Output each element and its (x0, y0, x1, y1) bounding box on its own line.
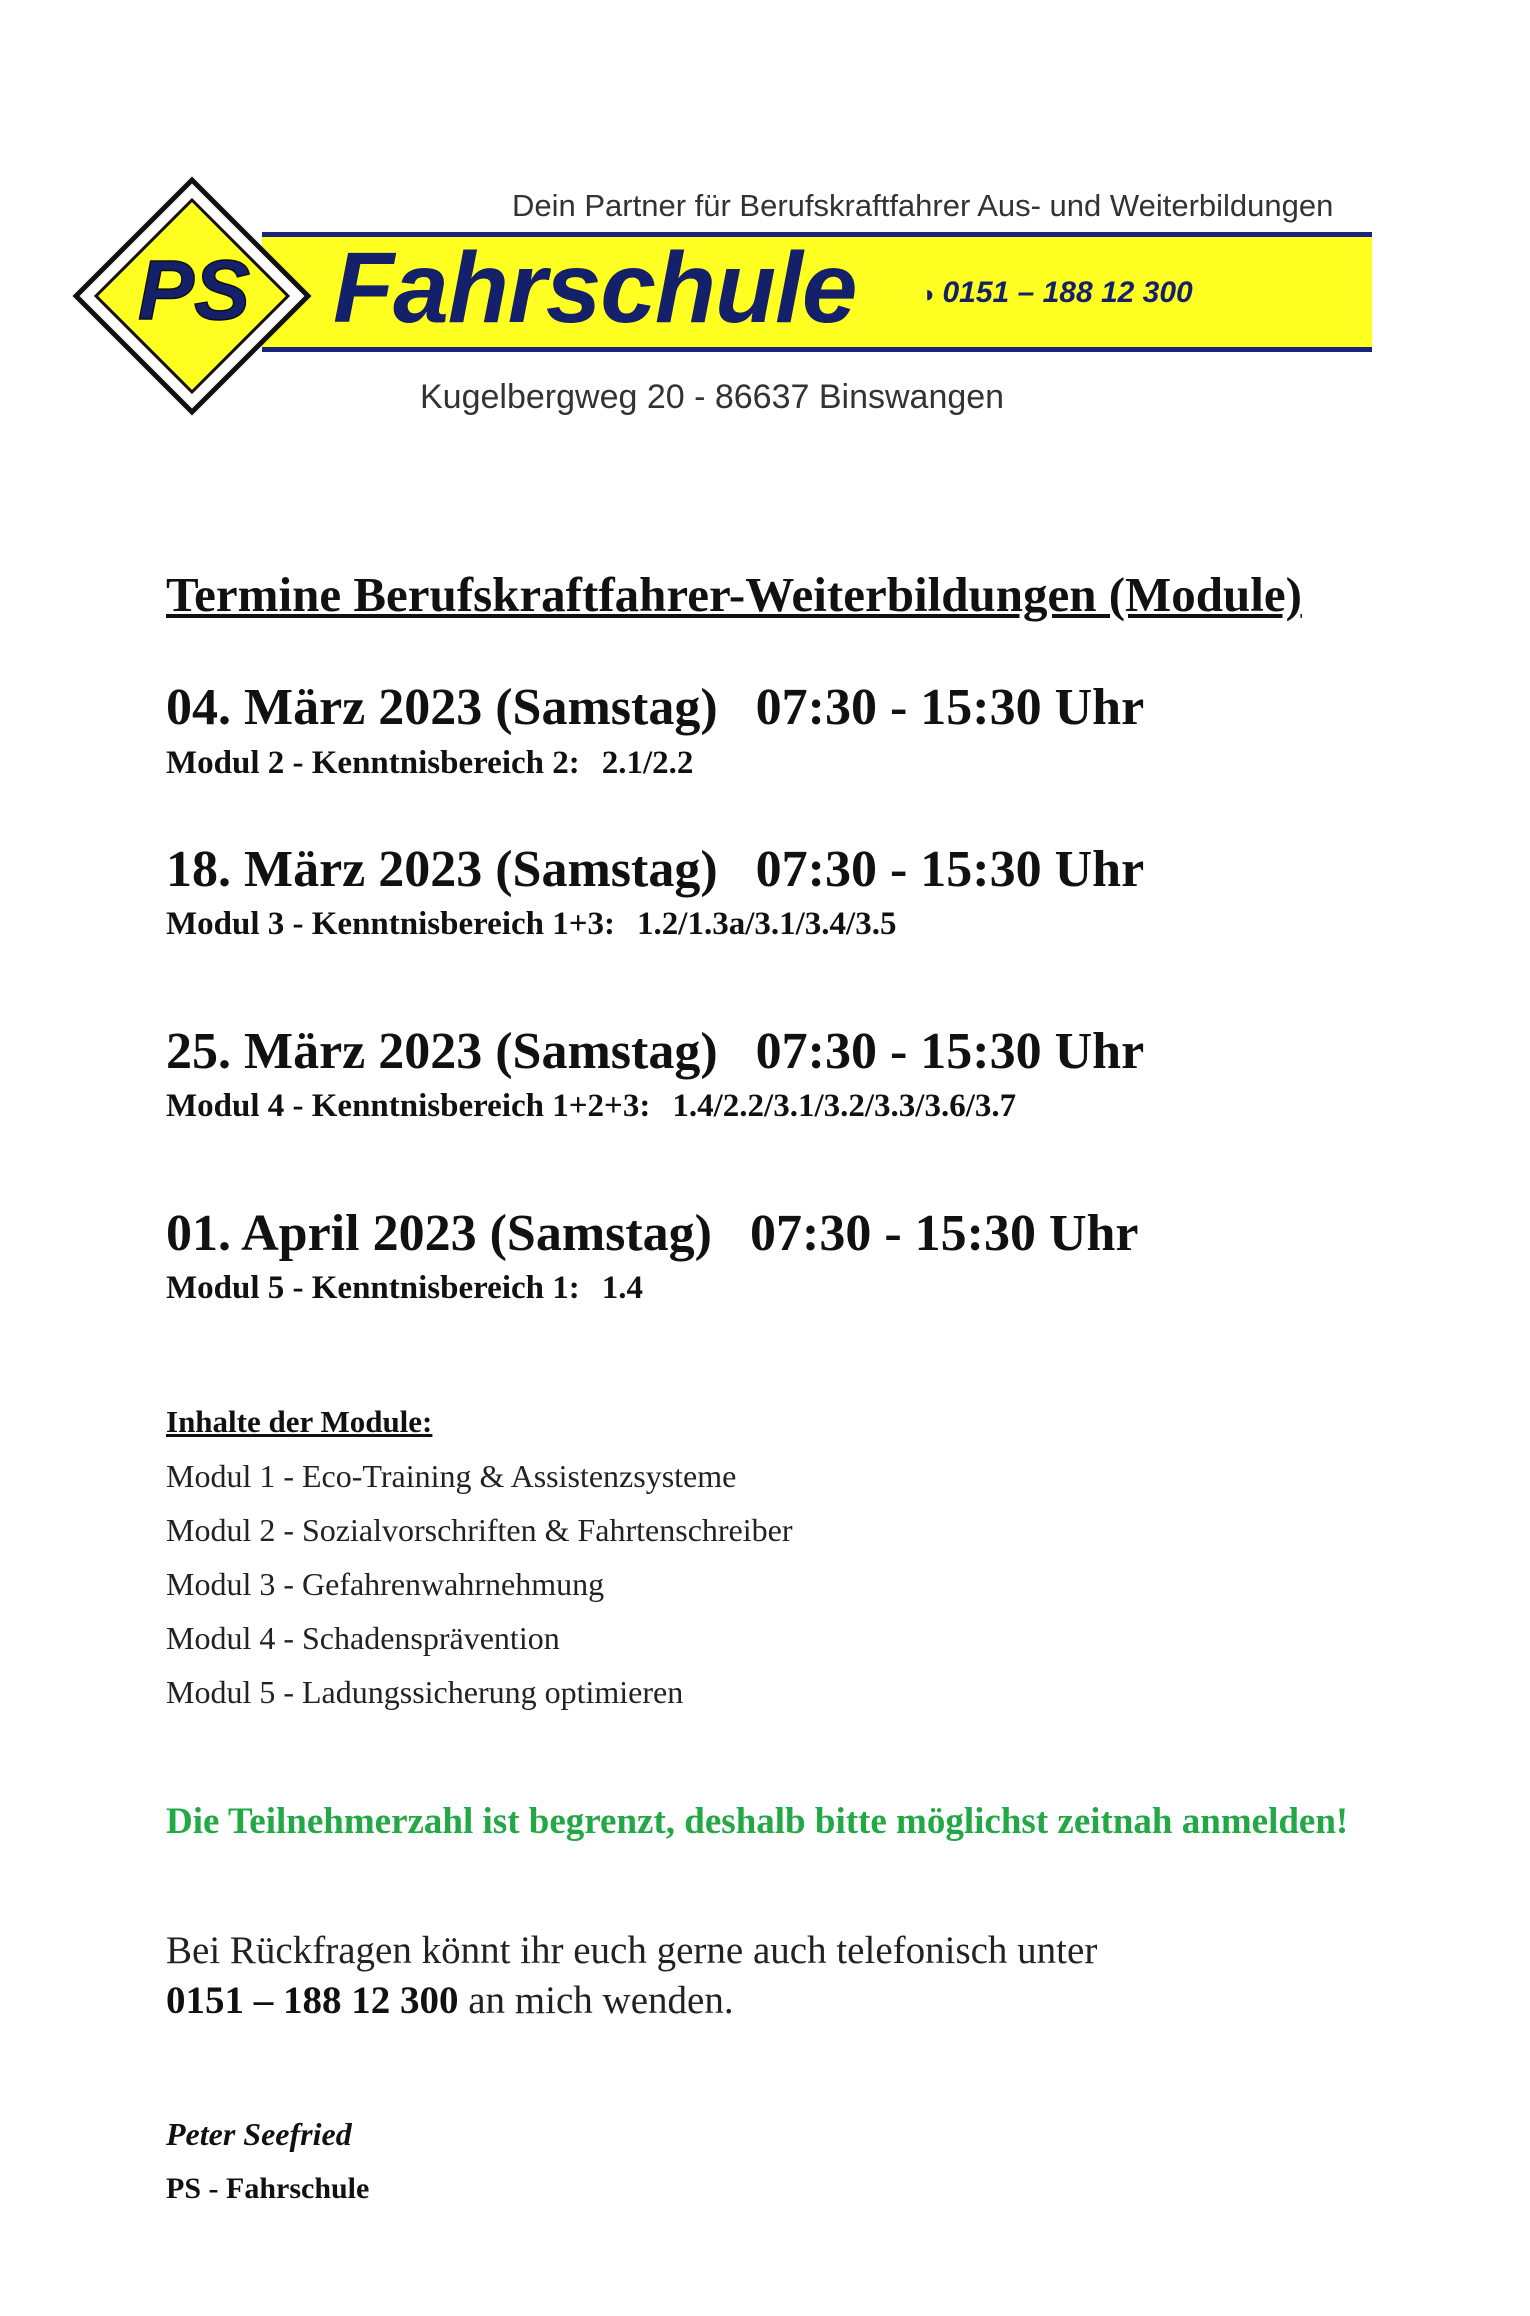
termin-time: 07:30 - 15:30 Uhr (755, 679, 1145, 736)
inhalte-item: Modul 5 - Ladungssicherung optimieren (166, 1674, 684, 1710)
termin-modul-line (166, 745, 693, 782)
letterhead-phone (920, 276, 1193, 310)
page-title: Termine Berufskraftfahrer-Weiterbildungen (Module) (166, 567, 1302, 622)
termin-time: 07:30 - 15:30 Uhr (750, 1205, 1139, 1262)
termin-time: 07:30 - 15:30 Uhr (755, 1023, 1145, 1080)
inhalte-item: Modul 4 - Schadensprävention (166, 1620, 560, 1656)
inhalte-item: Modul 1 - Eco-Training & Assistenzsysteme (166, 1458, 737, 1494)
termin-modul: Modul 3 - Kenntnisbereich 1+3: (166, 906, 616, 942)
logo-text: PS (137, 243, 251, 337)
termin-modul-line (166, 906, 896, 943)
termin-modul: Modul 2 - Kenntnisbereich 2: (166, 745, 580, 781)
termin-date-line (166, 1022, 1144, 1081)
contact-line-1: Bei Rückfragen könnt ihr euch gerne auch telefonisch unter (166, 1929, 1098, 1972)
inhalte-heading: Inhalte der Module: (166, 1404, 433, 1439)
inhalte-item: Modul 2 - Sozialvorschriften & Fahrtenschreiber (166, 1512, 793, 1548)
termin-date-line (166, 678, 1144, 737)
termin-modul: Modul 5 - Kenntnisbereich 1: (166, 1270, 580, 1306)
inhalte-item: Modul 3 - Gefahrenwahrnehmung (166, 1566, 605, 1602)
signature-company: PS - Fahrschule (166, 2172, 370, 2205)
letterhead-address: Kugelbergweg 20 - 86637 Binswangen (420, 378, 1005, 416)
termin-date: 18. März 2023 (Samstag) (166, 841, 718, 898)
ps-logo (72, 176, 312, 416)
termin-date: 01. April 2023 (Samstag) (166, 1205, 712, 1262)
termin-date: 04. März 2023 (Samstag) (166, 679, 718, 736)
termin-date-line (166, 840, 1144, 899)
termin-modul-line (166, 1088, 1016, 1125)
signature-name: Peter Seefried (166, 2116, 352, 2152)
contact-phone: 0151 – 188 12 300 (166, 1979, 459, 2022)
termin-date: 25. März 2023 (Samstag) (166, 1023, 718, 1080)
contact-line-2 (166, 1978, 734, 2023)
contact-line-2-rest: an mich wenden. (458, 1979, 734, 2022)
termin-modul-line (166, 1270, 643, 1307)
brand-name: Fahrschule (333, 232, 857, 344)
phone-icon: ◑ (920, 281, 935, 308)
termin-codes: 2.1/2.2 (601, 745, 694, 781)
termin-codes: 1.4/2.2/3.1/3.2/3.3/3.6/3.7 (672, 1088, 1017, 1124)
letterhead-phone-number: 0151 – 188 12 300 (942, 276, 1193, 309)
termin-date-line (166, 1204, 1139, 1263)
termin-time: 07:30 - 15:30 Uhr (755, 841, 1145, 898)
termin-modul: Modul 4 - Kenntnisbereich 1+2+3: (166, 1088, 651, 1124)
termin-codes: 1.4 (601, 1270, 643, 1306)
letterhead-tagline: Dein Partner für Berufskraftfahrer Aus- und Weiterbildungen (512, 188, 1334, 223)
termin-codes: 1.2/1.3a/3.1/3.4/3.5 (637, 906, 897, 942)
notice-text: Die Teilnehmerzahl ist begrenzt, deshalb bitte möglichst zeitnah anmelden! (166, 1801, 1349, 1842)
